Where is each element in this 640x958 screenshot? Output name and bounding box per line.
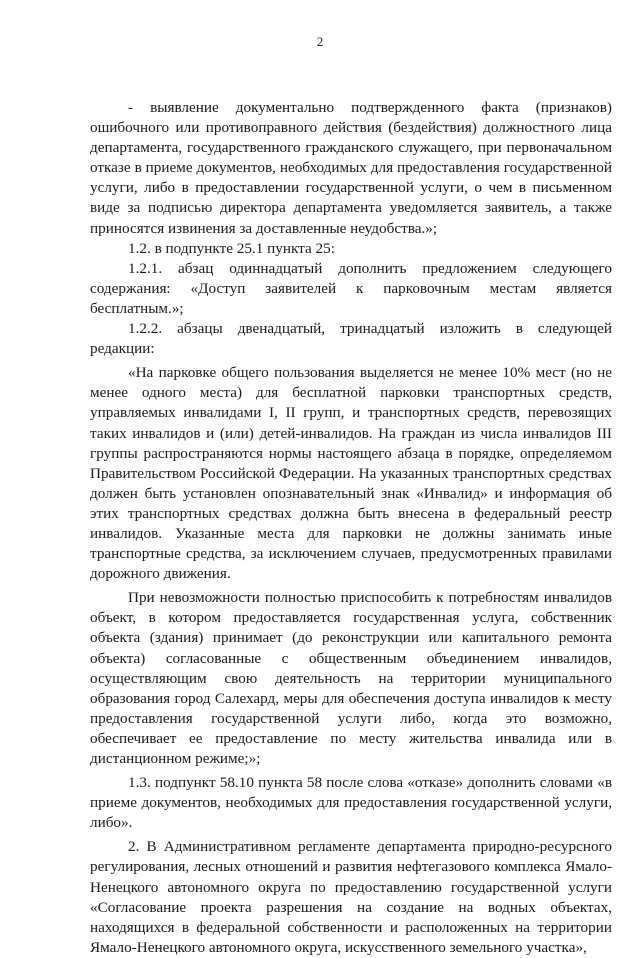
paragraph: При невозможности полностью приспособить к потребностям инвалидов объект, в котором предоставляется государственная услуга, собственник объекта (здания) принимает (до реконструкции или капитального ремонта объекта) согласованные с общественным объединением инвалидов, осуществляющим свою деятельность на территории муниципального образования город Салехард, меры для обеспечения доступа инвалидов к месту предоставления государственной услуги либо, когда это возможно, обеспечивает ее предоставление по месту жительства инвалида или в дистанционном режиме;»; (90, 589, 612, 767)
paragraph: «На парковке общего пользования выделяется не менее 10% мест (но не менее одного места) для бесплатной парковки транспортных средств, управляемых инвалидами I, II групп, и транспортных средств, перевозящих таких инвалидов и (или) детей-инвалидов. На граждан из числа инвалидов III группы распространяются нормы настоящего абзаца в порядке, определяемом Правительством Российской Федерации. На указанных транспортных средствах должен быть установлен опознавательный знак «Инвалид» и информация об этих транспортных средствах должна быть внесена в федеральный реестр инвалидов. Указанные места для парковки не должны занимать иные транспортные средства, за исключением случаев, предусмотренных правилами дорожного движения. (90, 364, 612, 583)
page-number: 2 (316, 34, 324, 49)
paragraph: 1.2.1. абзац одиннадцатый дополнить предложением следующего содержания: «Доступ заявителей к парковочным местам является бесплатным.»; (90, 259, 612, 317)
paragraph: 1.2.2. абзацы двенадцатый, тринадцатый изложить в следующей редакции: (90, 320, 612, 358)
document-body (90, 98, 612, 958)
paragraph: - выявление документально подтвержденного факта (признаков) ошибочного или противоправного действия (бездействия) должностного лица департамента, государственного гражданского служащего, при первоначальном отказе в приеме документов, необходимых для предоставления государственной услуги, либо в предоставлении государственной услуги, о чем в письменном виде за подписью директора департамента уведомляется заявитель, а также приносятся извинения за доставленные неудобства.»; (90, 99, 612, 237)
paragraph: 1.3. подпункт 58.10 пункта 58 после слова «отказе» дополнить словами «в приеме документов, необходимых для предоставления государственной услуги, либо». (90, 774, 612, 832)
paragraph: 2. В Административном регламенте департамента природно-ресурсного регулирования, лесных отношений и развития нефтегазового комплекса Ямало-Ненецкого автономного округа по предоставлению государственной услуги «Согласование проекта разрешения на создание на водных объектах, находящихся в федеральной собственности и расположенных на территории Ямало-Ненецкого автономного округа, искусственного земельного участка», (90, 838, 612, 956)
paragraph: 1.2. в подпункте 25.1 пункта 25: (128, 239, 335, 257)
